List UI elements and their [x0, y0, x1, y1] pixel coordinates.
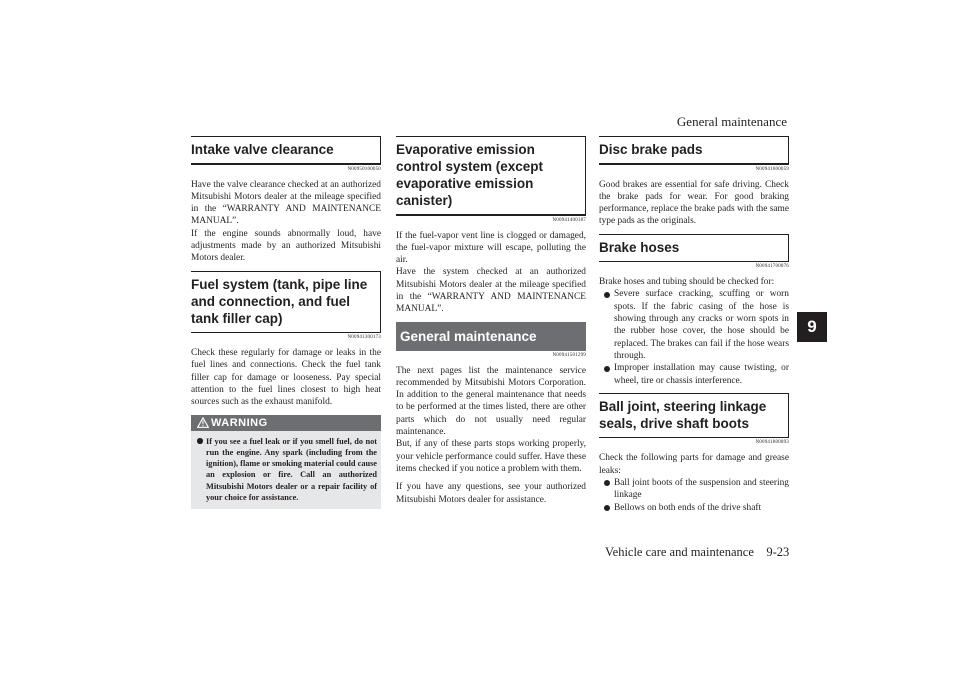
footer-section: Vehicle care and maintenance — [605, 545, 754, 559]
paragraph: Good brakes are essential for safe driving. Check the brake pads for wear. For good braking performance, replace the brake pads with the same type pads as the originals. — [599, 179, 790, 227]
footer-page-number: 9-23 — [766, 545, 790, 559]
bullet-icon — [604, 292, 610, 298]
paragraph: The next pages list the maintenance service recommended by Mitsubishi Motors Corporation. In addition to the general maintenance that needs to be performed at the times listed, there are other parts which do not usually need regular maintenance. — [396, 365, 586, 438]
section-heading-general-maintenance: General maintenance — [396, 322, 586, 351]
list-item — [599, 362, 789, 387]
warning-text: If you see a fuel leak or if you smell fuel, do not run the engine. Any spark (including from the ignition), flame or smoking material could cause an explosion or fire. Call an authorized Mitsubishi Motors dealer or a repair facility of your choice for assistance. — [206, 436, 377, 503]
paragraph: But, if any of these parts stops working properly, your vehicle performance could suffer. Have these items checked if you notice a problem with them. — [396, 439, 586, 474]
paragraph: If the fuel-vapor vent line is clogged or damaged, the fuel-vapor mixture will escape, polluting the air. — [396, 230, 586, 266]
warning-title-bar — [191, 415, 381, 431]
page-footer — [605, 545, 789, 560]
paragraph: Have the system checked at an authorized Mitsubishi Motors dealer at the mileage specified in the “WARRANTY AND MAINTENANCE MANUAL”. — [396, 267, 586, 315]
heading-underline — [599, 261, 789, 263]
section-code: N00941400187 — [552, 217, 586, 223]
section-code: N00941700076 — [755, 264, 789, 270]
section-code: N00941501299 — [552, 352, 586, 358]
paragraph: If you have any questions, see your authorized Mitsubishi Motors dealer for assistance. — [396, 482, 586, 505]
paragraph: Have the valve clearance checked at an authorized Mitsubishi Motors dealer at the mileage specified in the “WARRANTY AND MAINTENANCE MANUAL”. — [191, 179, 381, 227]
heading-underline — [191, 163, 381, 165]
section-heading-brake-hoses: Brake hoses — [599, 234, 789, 261]
heading-underline — [599, 163, 789, 165]
list-item — [599, 288, 789, 362]
page-header-title: General maintenance — [676, 114, 787, 129]
paragraph: Check the following parts for damage and grease leaks: — [599, 453, 789, 476]
section-heading-intake-valve: Intake valve clearance — [191, 136, 381, 163]
chapter-tab: 9 — [797, 312, 827, 342]
list-item-text: Improper installation may cause twisting, or wheel, tire or chassis interference. — [614, 363, 789, 386]
list-item — [599, 502, 789, 514]
column-3 — [599, 136, 789, 520]
bullet-icon — [197, 438, 203, 444]
warning-title: WARNING — [211, 416, 268, 429]
list-item-text: Ball joint boots of the suspension and steering linkage — [614, 477, 789, 501]
bullet-list — [599, 477, 789, 514]
column-2 — [396, 136, 586, 512]
bullet-icon — [604, 480, 610, 486]
section-code: N00941300173 — [347, 335, 381, 341]
section-heading-ball-joint: Ball joint, steering linkage seals, drive shaft boots — [599, 393, 789, 437]
list-item-text: Severe surface cracking, scuffing or worn spots. If the fabric casing of the hose is showing through any cracks or worn spots in the rubber hose cover, the hose should be replaced. The brakes can fail if the hose wears through. — [614, 289, 789, 361]
paragraph: Check these regularly for damage or leaks in the fuel lines and connections. Check the fuel tank filler cap for damage or looseness. Pay special attention to the fuel lines closest to high heat sources such as the exhaust manifold. — [191, 348, 381, 408]
bullet-list — [599, 288, 789, 386]
heading-underline — [599, 437, 789, 439]
section-heading-disc-brake-pads: Disc brake pads — [599, 136, 789, 163]
section-heading-evaporative-emission: Evaporative emission control system (except evaporative emission canister) — [396, 136, 586, 214]
column-1 — [191, 136, 381, 509]
section-code: N00941800093 — [755, 440, 789, 446]
section-heading-fuel-system: Fuel system (tank, pipe line and connection, and fuel tank filler cap) — [191, 271, 381, 332]
warning-box — [191, 415, 381, 510]
list-item-text: Bellows on both ends of the drive shaft — [614, 502, 762, 513]
warning-item — [195, 436, 377, 504]
paragraph: If the engine sounds abnormally loud, have adjustments made by an authorized Mitsubishi Motors dealer. — [191, 228, 381, 264]
section-code: N00941600059 — [755, 166, 789, 172]
warning-body — [191, 431, 381, 510]
section-code: N00950100050 — [347, 166, 381, 172]
heading-underline — [396, 214, 586, 216]
bullet-icon — [604, 366, 610, 372]
bullet-icon — [604, 505, 610, 511]
list-item — [599, 477, 789, 502]
paragraph: Brake hoses and tubing should be checked for: — [599, 277, 775, 288]
warning-triangle-icon — [197, 417, 209, 428]
heading-underline — [191, 332, 381, 334]
